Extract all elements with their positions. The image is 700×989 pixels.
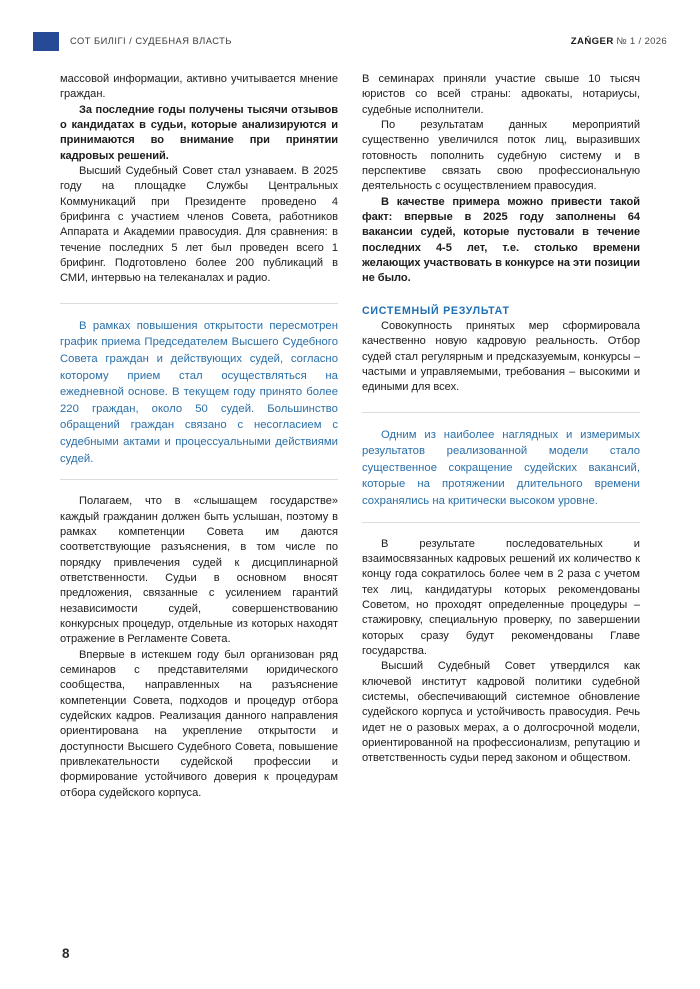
paragraph: Впервые в истекшем году был организован ряд семинаров с представителями юридического сообщества, направленных на разъяснение компетенции Совета, подходов и процедур отбора судейских кадров. Реализация данного направления ориентирована на укрепление открытости и доступности Высшего Судебного Совета, повышение привлекательности судейской профессии и формирование устойчивого доверия к процедурам отбора судейского корпуса. xyxy=(60,648,338,799)
pull-quote-text: Одним из наиболее наглядных и измеримых результатов реализованной модели стало существенное сокращение судейских вакансий, которые на протяжении длительного времени сохранялись на критически высоком уровне. xyxy=(362,428,640,507)
running-header xyxy=(33,30,667,52)
publication-issue: № 1 / 2026 xyxy=(616,35,667,47)
paragraph: В семинарах приняли участие свыше 10 тысяч юристов со всей страны: адвокаты, нотариусы, судебные исполнители. xyxy=(362,73,640,116)
paragraph-bold: В качестве примера можно привести такой факт: впервые в 2025 году заполнены 64 вакансии судей, которые пустовали в течение последних 4-5 лет, т.е. столько времени желающих участвовать в конкурсе на эти позиции не было. xyxy=(362,195,640,285)
paragraph: Высший Судебный Совет стал узнаваем. В 2025 году на площадке Службы Центральных Коммуникаций при Президенте проведено 4 брифинга с участием членов Совета, работников Аппарата и Академии правосудия. Для сравнения: в течение последних 5 лет был проведен всего 1 брифинг. Подготовлено более 200 публикаций в СМИ, интервью на телеканалах и радио. xyxy=(60,165,338,285)
page-number: 8 xyxy=(62,946,70,961)
paragraph-bold: За последние годы получены тысячи отзывов о кандидатах в судьи, которые анализируются и принимаются во внимание при принятии кадровых решений. xyxy=(60,103,338,162)
header-color-block-icon xyxy=(33,32,59,51)
header-publication-info xyxy=(571,36,667,47)
paragraph: В результате последовательных и взаимосвязанных кадровых решений их количество к концу года сократилось более чем в 2 раза с учетом тех лиц, кандидатуры которых рекомендованы Советом, но проходят определенные процедуры – стажировку, специальную проверку, по завершении которых сразу будут рекомендованы Главе государства. xyxy=(362,537,640,657)
pull-quote xyxy=(362,412,640,523)
pull-quote-text: В рамках повышения открытости пересмотрен график приема Председателем Высшего Судебного Совета граждан и действующих судей, согласно которому прием стал осуществляться на ежедневной основе. В текущем году принято более 220 граждан, около 50 судей. Большинство обращений граждан связано с несогласием с судебными актами и процессуальными действиями судей. xyxy=(60,319,338,465)
paragraph: Полагаем, что в «слышащем государстве» каждый гражданин должен быть услышан, поэтому в рамках компетенции Совета им даются соответствующие разъяснения, в том числе по порядку привлечения судей к дисциплинарной ответственности. Судьи в основном вносят предложения, связанные с усилением гарантий независимости судей, совершенствованию конкурсных процедур, отдельные из которых находят отражение в Регламенте Совета. xyxy=(60,495,338,646)
header-section-label: СОТ БИЛІГІ / СУДЕБНАЯ ВЛАСТЬ xyxy=(70,36,232,46)
paragraph: Высший Судебный Совет утвердился как ключевой институт кадровой политики судебной системы, обеспечивающий системное обновление судейского корпуса и устойчивость правосудия. Речь идет не о разовых мерах, а о долгосрочной модели, ориентированной на профессионализм, репутацию и ответственность судьи перед законом и обществом. xyxy=(362,660,640,765)
publication-brand: ZAŃGER xyxy=(570,35,614,47)
right-column xyxy=(362,72,640,801)
article-columns xyxy=(60,72,640,801)
pull-quote xyxy=(60,303,338,480)
section-heading: СИСТЕМНЫЙ РЕЗУЛЬТАТ xyxy=(362,304,510,317)
left-column xyxy=(60,72,338,801)
paragraph: По результатам данных мероприятий существенно увеличился поток лиц, выразивших готовность пополнить судебную систему и в перспективе связать свою профессиональную деятельность с осуществлением правосудия. xyxy=(362,119,640,193)
paragraph: Совокупность принятых мер сформировала качественно новую кадровую реальность. Отбор судей стал регулярным и предсказуемым, конкурсы – частыми и управляемыми, требования – высокими и едиными для всех. xyxy=(362,319,640,394)
paragraph: массовой информации, активно учитывается мнение граждан. xyxy=(60,73,338,101)
